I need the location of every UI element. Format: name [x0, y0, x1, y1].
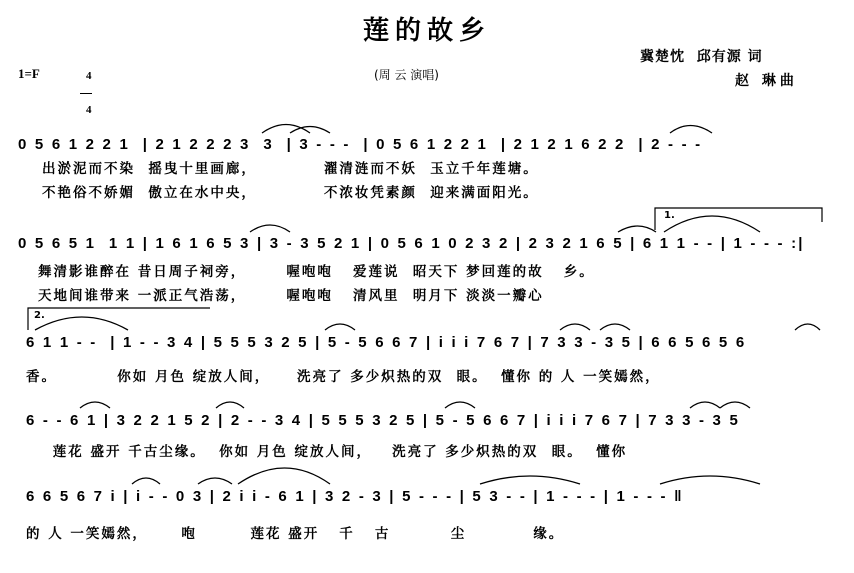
slur-arc: [720, 402, 750, 408]
slur-arc: [216, 402, 244, 408]
song-title: 莲的故乡: [362, 16, 491, 46]
slur-arc: [664, 216, 760, 232]
key-signature: 1=F: [18, 66, 40, 81]
lyricist-credit: 冀楚忱 邱有源 词: [640, 49, 763, 65]
volta-1-bracket: [655, 208, 822, 230]
slur-arc: [445, 402, 475, 408]
slur-arc: [198, 478, 232, 484]
slur-arc: [600, 324, 630, 330]
slur-arc: [670, 126, 712, 134]
notation-line-4: 6 - - 6 1 | 3 2 2 1 5 2 | 2 - - 3 4 | 5 5 5 3 2 5 | 5 - 5 6 6 7 | i i i 7 6 7 | 7 3 3 - 3 5: [26, 412, 741, 429]
slur-arc: [132, 478, 160, 484]
lyrics-line-2b: 天地间谁带来 一派正气浩荡， 喔咆咆 清风里 明月下 淡淡一瓣心: [38, 288, 544, 304]
notation-line-2: 0 5 6 5 1 1 1 | 1 6 1 6 5 3 | 3 - 3 5 2 1 | 0 5 6 1 0 2 3 2 | 2 3 2 1 6 5 | 6 1 1 - - | 1 - - - :|: [18, 235, 805, 252]
lyrics-line-2a: 舞清影谁醉在 昔日周子祠旁， 喔咆咆 爱莲说 昭天下 梦回莲的故 乡。: [38, 264, 595, 280]
lyrics-line-5: 的 人 一笑嫣然， 咆 莲花 盛开 千 古 尘 缘。: [26, 526, 565, 542]
slur-arc: [560, 324, 590, 330]
slur-arc: [238, 468, 330, 484]
slur-arc: [690, 402, 720, 408]
volta-2-label: 2.: [34, 310, 45, 321]
volta-2-bracket: [28, 308, 210, 330]
lyrics-line-1b: 不艳俗不娇媚 傲立在水中央， 不浓妆凭素颜 迎来满面阳光。: [42, 185, 539, 201]
lyrics-line-3: 香。 你如 月色 绽放人间， 洗亮了 多少炽热的双 眼。 懂你 的 人 一笑嫣然，: [26, 369, 661, 385]
slur-arc: [480, 476, 580, 484]
lyrics-line-4: 莲花 盛开 千古尘缘。 你如 月色 绽放人间， 洗亮了 多少炽热的双 眼。 懂你: [26, 444, 628, 460]
slur-arc: [80, 402, 110, 408]
slur-arc: [35, 317, 128, 330]
slur-arc: [795, 324, 820, 330]
notation-line-3: 6 1 1 - - | 1 - - 3 4 | 5 5 5 3 2 5 | 5 - 5 6 6 7 | i i i 7 6 7 | 7 3 3 - 3 5 | 6 6 5 6 5 6: [26, 334, 747, 351]
notation-line-1: 0 5 6 1 2 2 1 | 2 1 2 2 2 3 3 | 3 - - - | 0 5 6 1 2 2 1 | 2 1 2 1 6 2 2 | 2 - - -: [18, 136, 703, 153]
singer-credit: (周 云 演唱): [374, 68, 439, 82]
slur-arc: [262, 125, 310, 134]
slur-arc: [660, 476, 760, 484]
slur-arc: [290, 127, 330, 134]
slur-arc: [325, 324, 355, 330]
slur-arc: [250, 225, 290, 232]
notation-line-5: 6 6 5 6 7 i | i - - 0 3 | 2 i i - 6 1 | 3 2 - 3 | 5 - - - | 5 3 - - | 1 - - - | 1 - - - ‖: [26, 488, 684, 505]
meter-bottom: 4: [86, 104, 92, 116]
composer-credit: 赵 琳曲: [735, 73, 798, 89]
volta-1-label: 1.: [664, 210, 675, 221]
lyrics-line-1a: 出淤泥而不染 摇曳十里画廊， 濯清涟而不妖 玉立千年莲塘。: [42, 161, 539, 177]
meter-top: 4: [86, 70, 92, 82]
slur-arc: [618, 226, 656, 232]
